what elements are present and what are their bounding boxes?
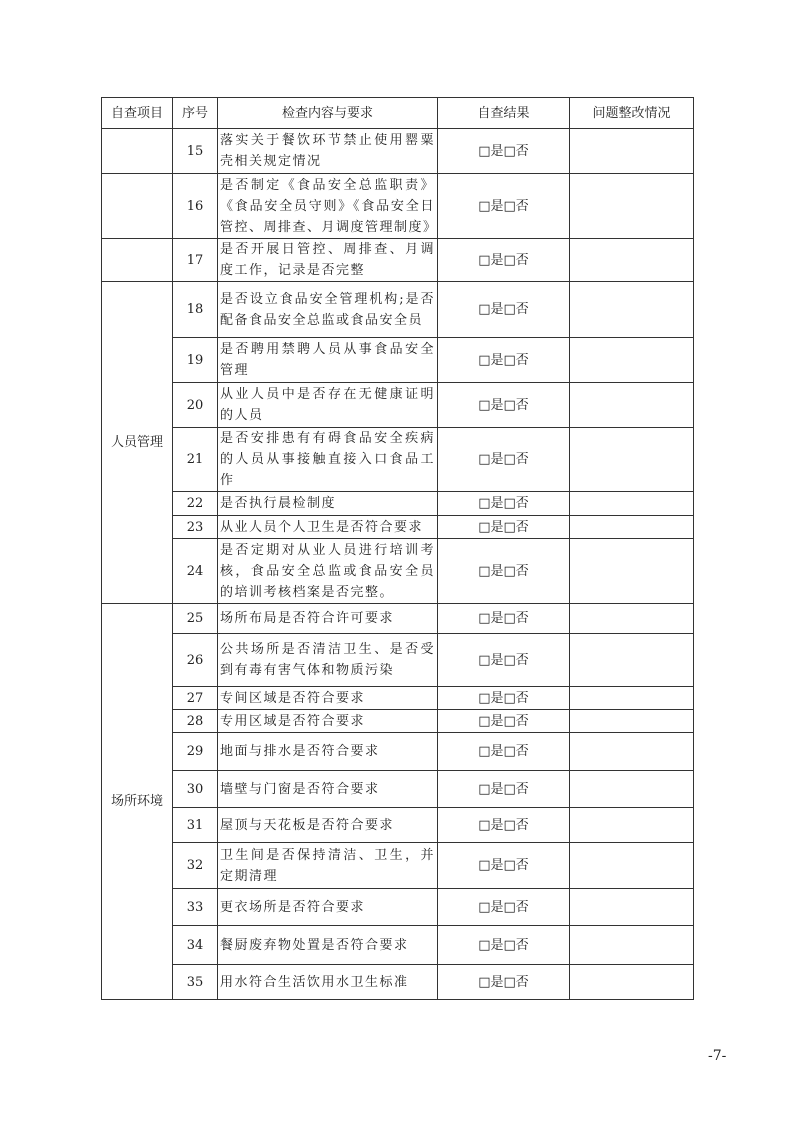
rectification-cell[interactable] (570, 129, 694, 174)
result-checkbox-yes-no[interactable]: □是□否 (438, 492, 570, 516)
rectification-cell[interactable] (570, 539, 694, 604)
rectification-cell[interactable] (570, 771, 694, 808)
self-inspection-table (101, 97, 694, 1000)
result-checkbox-yes-no[interactable]: □是□否 (438, 687, 570, 710)
result-checkbox-yes-no[interactable]: □是□否 (438, 383, 570, 428)
rectification-cell[interactable] (570, 965, 694, 1000)
category-cell (102, 129, 173, 174)
item-content: 餐厨废弃物处置是否符合要求 (218, 926, 438, 965)
result-checkbox-yes-no[interactable]: □是□否 (438, 428, 570, 492)
table-row (102, 733, 694, 771)
rectification-cell[interactable] (570, 687, 694, 710)
item-number: 28 (173, 710, 218, 733)
item-content: 是否设立食品安全管理机构;是否配备食品安全总监或食品安全员 (218, 282, 438, 338)
item-number: 17 (173, 239, 218, 282)
item-content: 专间区域是否符合要求 (218, 687, 438, 710)
item-number: 19 (173, 338, 218, 383)
item-number: 34 (173, 926, 218, 965)
item-number: 24 (173, 539, 218, 604)
item-number: 26 (173, 634, 218, 687)
result-checkbox-yes-no[interactable]: □是□否 (438, 808, 570, 843)
rectification-cell[interactable] (570, 889, 694, 926)
result-checkbox-yes-no[interactable]: □是□否 (438, 282, 570, 338)
item-content: 是否聘用禁聘人员从事食品安全管理 (218, 338, 438, 383)
category-cell: 人员管理 (102, 282, 173, 604)
item-number: 29 (173, 733, 218, 771)
table-row (102, 771, 694, 808)
table-row (102, 516, 694, 539)
rectification-cell[interactable] (570, 808, 694, 843)
item-content: 是否执行晨检制度 (218, 492, 438, 516)
table-row (102, 174, 694, 239)
header-content: 检查内容与要求 (218, 98, 438, 129)
header-rectification: 问题整改情况 (570, 98, 694, 129)
item-number: 18 (173, 282, 218, 338)
item-content: 是否定期对从业人员进行培训考核，食品安全总监或食品安全员的培训考核档案是否完整。 (218, 539, 438, 604)
item-content: 用水符合生活饮用水卫生标准 (218, 965, 438, 1000)
rectification-cell[interactable] (570, 239, 694, 282)
table-row (102, 965, 694, 1000)
item-content: 是否制定《食品安全总监职责》《食品安全员守则》《食品安全日管控、周排查、月调度管理制度》 (218, 174, 438, 239)
table-row (102, 492, 694, 516)
result-checkbox-yes-no[interactable]: □是□否 (438, 239, 570, 282)
rectification-cell[interactable] (570, 428, 694, 492)
table-header-row (102, 98, 694, 129)
item-number: 27 (173, 687, 218, 710)
rectification-cell[interactable] (570, 733, 694, 771)
result-checkbox-yes-no[interactable]: □是□否 (438, 539, 570, 604)
table-row (102, 926, 694, 965)
item-number: 33 (173, 889, 218, 926)
result-checkbox-yes-no[interactable]: □是□否 (438, 965, 570, 1000)
category-cell (102, 174, 173, 239)
rectification-cell[interactable] (570, 843, 694, 889)
rectification-cell[interactable] (570, 174, 694, 239)
category-cell (102, 239, 173, 282)
table-row (102, 889, 694, 926)
item-number: 31 (173, 808, 218, 843)
item-content: 地面与排水是否符合要求 (218, 733, 438, 771)
result-checkbox-yes-no[interactable]: □是□否 (438, 174, 570, 239)
rectification-cell[interactable] (570, 492, 694, 516)
item-number: 22 (173, 492, 218, 516)
table-row (102, 239, 694, 282)
rectification-cell[interactable] (570, 710, 694, 733)
table-row (102, 843, 694, 889)
item-content: 场所布局是否符合许可要求 (218, 604, 438, 634)
header-category: 自查项目 (102, 98, 173, 129)
item-content: 是否开展日管控、周排查、月调度工作，记录是否完整 (218, 239, 438, 282)
table-row (102, 338, 694, 383)
item-number: 32 (173, 843, 218, 889)
result-checkbox-yes-no[interactable]: □是□否 (438, 338, 570, 383)
item-content: 从业人员中是否存在无健康证明的人员 (218, 383, 438, 428)
header-number: 序号 (173, 98, 218, 129)
rectification-cell[interactable] (570, 282, 694, 338)
result-checkbox-yes-no[interactable]: □是□否 (438, 604, 570, 634)
result-checkbox-yes-no[interactable]: □是□否 (438, 733, 570, 771)
rectification-cell[interactable] (570, 383, 694, 428)
item-content: 屋顶与天花板是否符合要求 (218, 808, 438, 843)
result-checkbox-yes-no[interactable]: □是□否 (438, 634, 570, 687)
table-row (102, 383, 694, 428)
table-row (102, 428, 694, 492)
page-number: -7- (708, 1048, 727, 1064)
item-content: 卫生间是否保持清洁、卫生，并定期清理 (218, 843, 438, 889)
table-row (102, 808, 694, 843)
result-checkbox-yes-no[interactable]: □是□否 (438, 771, 570, 808)
item-content: 从业人员个人卫生是否符合要求 (218, 516, 438, 539)
table-row (102, 282, 694, 338)
item-number: 20 (173, 383, 218, 428)
item-content: 公共场所是否清洁卫生、是否受到有毒有害气体和物质污染 (218, 634, 438, 687)
rectification-cell[interactable] (570, 338, 694, 383)
table-row (102, 687, 694, 710)
result-checkbox-yes-no[interactable]: □是□否 (438, 889, 570, 926)
result-checkbox-yes-no[interactable]: □是□否 (438, 926, 570, 965)
rectification-cell[interactable] (570, 604, 694, 634)
item-number: 30 (173, 771, 218, 808)
header-result: 自查结果 (438, 98, 570, 129)
item-number: 16 (173, 174, 218, 239)
item-content: 是否安排患有有碍食品安全疾病的人员从事接触直接入口食品工作 (218, 428, 438, 492)
item-content: 墙壁与门窗是否符合要求 (218, 771, 438, 808)
rectification-cell[interactable] (570, 926, 694, 965)
result-checkbox-yes-no[interactable]: □是□否 (438, 710, 570, 733)
item-number: 25 (173, 604, 218, 634)
table-row (102, 539, 694, 604)
result-checkbox-yes-no[interactable]: □是□否 (438, 516, 570, 539)
table-row (102, 129, 694, 174)
rectification-cell[interactable] (570, 634, 694, 687)
table-row (102, 710, 694, 733)
item-number: 21 (173, 428, 218, 492)
rectification-cell[interactable] (570, 516, 694, 539)
item-number: 35 (173, 965, 218, 1000)
table-row (102, 634, 694, 687)
category-cell: 场所环境 (102, 604, 173, 1000)
item-content: 专用区域是否符合要求 (218, 710, 438, 733)
item-number: 15 (173, 129, 218, 174)
table-row (102, 604, 694, 634)
item-content: 落实关于餐饮环节禁止使用罂粟壳相关规定情况 (218, 129, 438, 174)
result-checkbox-yes-no[interactable]: □是□否 (438, 843, 570, 889)
item-number: 23 (173, 516, 218, 539)
result-checkbox-yes-no[interactable]: □是□否 (438, 129, 570, 174)
item-content: 更衣场所是否符合要求 (218, 889, 438, 926)
